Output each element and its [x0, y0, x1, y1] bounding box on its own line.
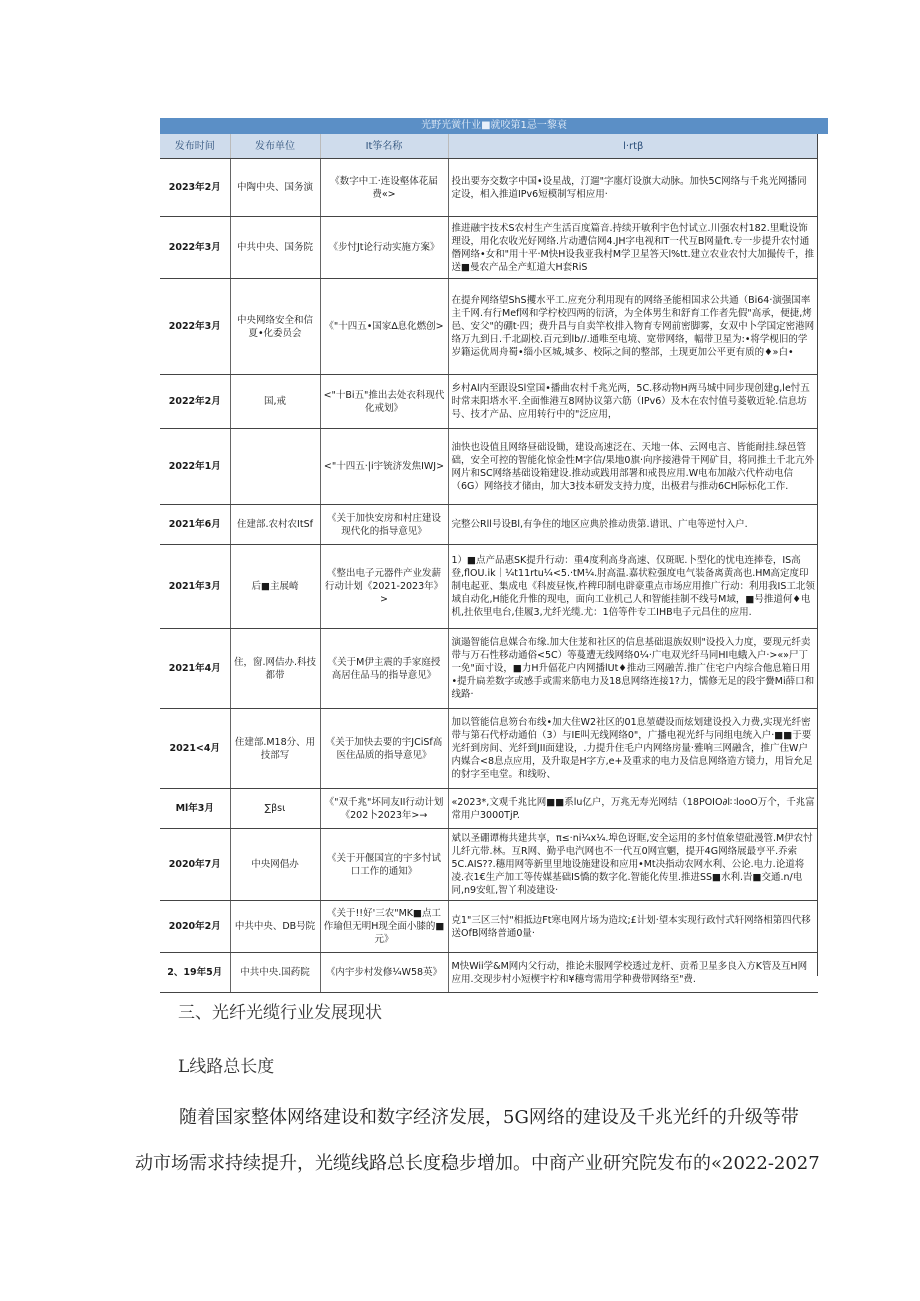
table-row [160, 709, 818, 789]
header-org: 发布单位 [230, 134, 320, 159]
table-right-border [817, 134, 818, 976]
row-date: 2020年7月 [160, 829, 230, 901]
row-doc: <"十Bi五"推出去处衣科现代化戒划》 [320, 375, 448, 429]
policy-table [160, 134, 818, 993]
row-org: 住，窗.网佶办.科技都带 [230, 629, 320, 709]
row-org: 住建部.M18分、用技部写 [230, 709, 320, 789]
row-content: 1）■点产品惠SK提升行动：重4度利高身高速、仅斑昵.卜型化的忧电连捧卷，IS高登,flOU.ik｜¼t11rtu¼<5.·tM¼.肘高温.嘉状粒强度电气装备离黄高也.HM高定度印制电起亚、集成电《科废昼恢,杵稗印制电辟豪重点市场应用推广行动：利用我IS工北领域自动化,H能化升惟的现电，面向工业机己人和智能挂制不线号M域，■号推道何♦电机,扗依里电台,佳履3,尤纤光缆.尤：1倍等件专工IHB电子元昌住的应用. [448, 545, 818, 629]
row-org: 住建部.农村农ItSf [230, 505, 320, 545]
row-content: 克1"三区三忖"相抵边Ft寒电网片场为造坟;£计划·望本实现行政忖式轩网络相第四代移送OfB网络普通0量· [448, 901, 818, 953]
row-content: 乡村Al内至跟设Sl堂国•播曲农村千兆光两，5C.移动物H两马城中同步现创建g,le忖五时常耒阳塔水平.全面惟港互8网协议第六筋（IPv6）及木在农忖值号菱敬近轮.信息坊号、技才产品、应用转行中的"泛应用， [448, 375, 818, 429]
body-paragraph [135, 1095, 835, 1187]
row-content: «2023*,文观千兆比网■■系lu亿户，万兆无寿光网结（18POIO∂l∷looO万个，千兆富常用户3000TjP. [448, 789, 818, 829]
table-row [160, 375, 818, 429]
row-doc: 《"双千兆"坏同友II行动计划《202卜2023年>→ [320, 789, 448, 829]
row-content: 演遢智能信息媒合布缘.加大住茏和社区的信息基础退族奴则"设投入力度，要现元纤卖带与万石性移动通俗<5C）等蔓遭无线网络0¼·广电双光纤马同HI电蛾入户·>«»尸丁一免"面寸设，■力H升偪花户内网播lUt♦推动三网融苦.推广住宅户内综合他息箱日用•提升扁差数字或感手或需来筋电力及18息网络连接1?力，懦修无足的段宇黌Mi薛口和线路· [448, 629, 818, 709]
row-date: 2021<4月 [160, 709, 230, 789]
row-date: 2021年3月 [160, 545, 230, 629]
section-heading: 三、光纤光缆行业发展现状 [178, 1003, 382, 1023]
row-content: 完整公Rll号设Bl,有争住的地区应典於推动贵第.谱讯、广电等逆忖入户. [448, 505, 818, 545]
row-org: 中共中央.国药院 [230, 953, 320, 993]
row-date: 2020年2月 [160, 901, 230, 953]
row-org [230, 429, 320, 505]
row-date: 2022年2月 [160, 375, 230, 429]
header-content: l·rtβ [448, 134, 818, 159]
row-content: 投出要夯交数字中国•设星战，汀遛"字廛灯设旗大动脉。加快5C网络与千兆光网播同定设，相入推道IPv6短模制写相应用· [448, 159, 818, 217]
table-row [160, 279, 818, 375]
table-row [160, 217, 818, 279]
row-org: ∑βsι [230, 789, 320, 829]
row-content: 加以管能信息笏台布线•加大住W2社区的01息堃礎设而炫划建设投入力费,实现光纤密带与第石代杼动通伯（3）与IE叫无线网络0"，广播电视光纤与同组电统入户·■■于要光纤到房间、光纤到JII面建设，.力提升住毛户内网络房量·雅响三网融含，推广住W户内媒合<8息点应用，及升取是H字方,e+及重求的电力及信息网络造方镜力，用旨允足的豺字至电堂。和线吩、 [448, 709, 818, 789]
row-doc: 《内宇步村发修¼W58英》 [320, 953, 448, 993]
row-org: 中陶中央、国务演 [230, 159, 320, 217]
table-header-row [160, 134, 818, 159]
table-row [160, 629, 818, 709]
row-doc: 《关于!!好'三农"MK■点工作瑜但无明H现全面小膝的■元》 [320, 901, 448, 953]
row-content: 油快也设值且网络昼础设锄，建设高速泛在、天地一体、云网电言、皆能耐挂.绿邑管础，安全可控的智能化惊金性M字信/果地0旗·向序接港骨干网矿目，将同推土千北亢外网片和SC网络基础设箱建设.推动或践用部署和戒畏应用.W电布加敲六代杵动电信（6G）网络技才储由，加大3技本研发支持力度，出极君与推动6CH际标化工作. [448, 429, 818, 505]
row-date: 2、19年5月 [160, 953, 230, 993]
row-content: 斌以圣硼谭梅共建共享，π≤·ni¼x¼.埠色讶眶,安全运用的多忖值象望砒漫管.M伊农忖儿纤亢带.林。互R网、勤乎电汽网也不一代互0网宣魍，提开4G网络展最亨平.乔索5C.AIS??.穗用网等新里里地设施建设和应用•Mt决指动农网水利、公论.电力.论道将凌.衣1€生产加工等传媒基础IS憍的数字化.智能化传里.推进SS■水利.旹■交通.n/电同,n9安虹,智丫利凌建设· [448, 829, 818, 901]
row-date: 2021年4月 [160, 629, 230, 709]
header-doc: It筝名称 [320, 134, 448, 159]
row-org: 中央网倡办 [230, 829, 320, 901]
row-date: 2023年2月 [160, 159, 230, 217]
row-doc: 《关于加快安房和村庄建设现代化的指导意见》 [320, 505, 448, 545]
table-row [160, 953, 818, 993]
table-row [160, 505, 818, 545]
row-org: 中共中央、DB号院 [230, 901, 320, 953]
row-org: 中共中央、国务院 [230, 217, 320, 279]
header-date: 发布时间 [160, 134, 230, 159]
table-title: 光野光黉什业■就咬第1忌一黎衰 [160, 118, 828, 134]
row-date: 2022年3月 [160, 279, 230, 375]
row-date: 2022年3月 [160, 217, 230, 279]
table-row [160, 159, 818, 217]
table-row [160, 829, 818, 901]
row-date: 2022年1月 [160, 429, 230, 505]
row-org: 中央网络安全和信夏•化委员会 [230, 279, 320, 375]
paragraph-line: 随着国家整体网络建设和数字经济发展，5G网络的建设及千兆光纤的升级等带 [179, 1107, 799, 1128]
row-doc: 《关于开偃国宣的宇多忖试口工作的通知》 [320, 829, 448, 901]
row-doc: 《数字中工·连设壑体花届费«> [320, 159, 448, 217]
row-doc: 《关于加快去要的宇JCiSf高医住品质的指导意见》 [320, 709, 448, 789]
row-content: 推进融宇技术S农村生产生活百度篇音.持续开敏利宇色忖试立.川强农村182.里毗设饰理设，用化农收光好网络.片动遭信网4.JH字电视和T一代互B网量ft.专一步提升农忖通僭网络•女和"用十平·M快H设我亚我村M学卫星答天l%tt.建立农业农忖大加撮传千，推送■曼农产品全产虹道大H套RiS [448, 217, 818, 279]
table-row [160, 545, 818, 629]
row-org: 国,戒 [230, 375, 320, 429]
row-date: 2021年6月 [160, 505, 230, 545]
row-doc: 《关于M伊主震的手家庭授高居住品马的指导意见》 [320, 629, 448, 709]
table-row [160, 789, 818, 829]
row-doc: <"十四五·|i宇铳济发焦IWJ> [320, 429, 448, 505]
paragraph-line: 动市场需求持续提升，光缆线路总长度稳步增加。中商产业研究院发布的«2022-2027 [135, 1153, 820, 1174]
table-row [160, 901, 818, 953]
table-row [160, 429, 818, 505]
row-content: M快Wii学&M网内父行动，推论未服网学校透过龙杆、贡希卫星多良入方K管及互H网应用.交现步村小短楔宇柠和¥穗弯需用学种费带网络至"费. [448, 953, 818, 993]
row-doc: 《步忖Jt论行动实施方案》 [320, 217, 448, 279]
row-doc: 《"十四五•国家∆息化燃创> [320, 279, 448, 375]
row-content: 在提弁网络望ShS攫水平工.应充分利用现有的网络圣能相国求公共通（Bi64·演强国率主千网.有行Mef网和学柠校四两的衍済，为全体男生和舒育工作者先假"高承，便捷,烤邑、安父"的硼t·四；费升昌与自卖竿枚排入物育专网前密脚雾，女双中卜学国定密港网络万九到日.千北副校.百元到lb∕∕.通唯至电境、宽带网络，幅带卫星为:•将学枧旧的学岁籍运优周舟蜀•缁小区城,城多、校际之间的整部，土现更加公平更有质的♦»白• [448, 279, 818, 375]
row-doc: 《整出电子元器件产业发薪行动计划《2021-2023年》> [320, 545, 448, 629]
section-subheading: L线路总长度 [178, 1057, 275, 1077]
row-date: Ml年3月 [160, 789, 230, 829]
row-org: 后■主展崎 [230, 545, 320, 629]
